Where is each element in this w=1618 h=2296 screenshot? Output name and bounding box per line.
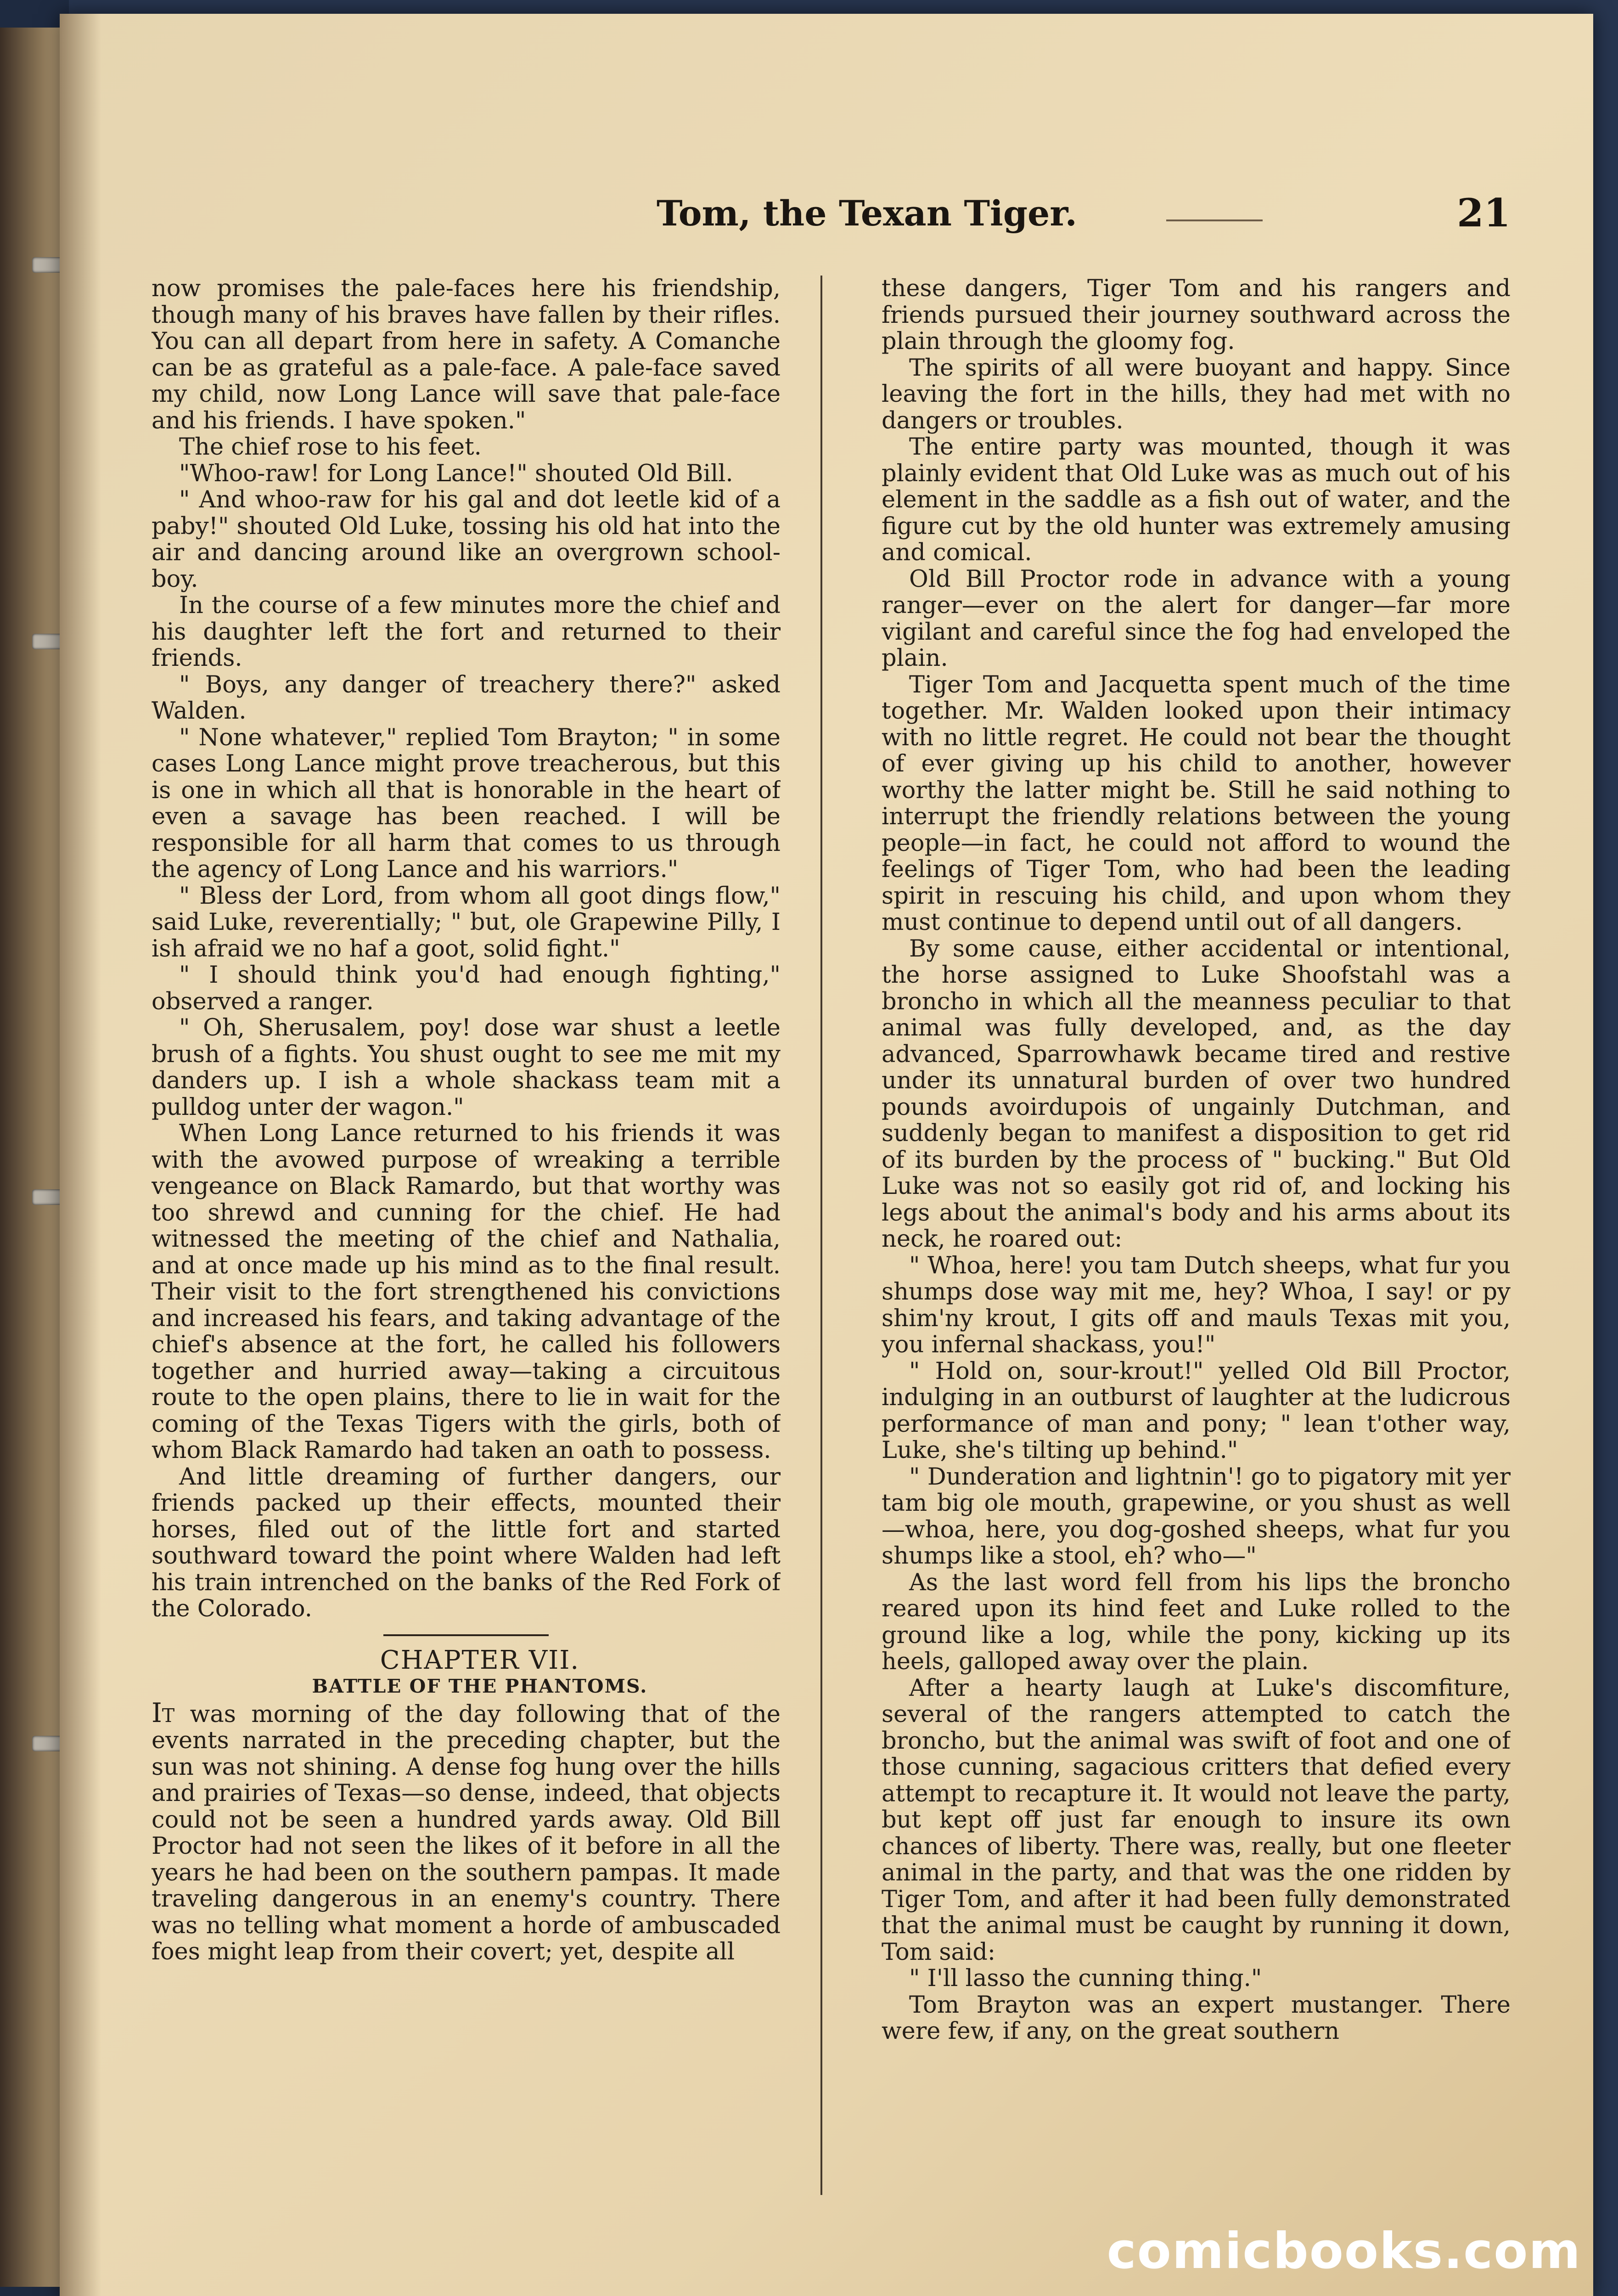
paragraph: " I should think you'd had enough fighting," observed a ranger. xyxy=(152,962,781,1015)
column-divider xyxy=(820,276,822,2195)
paragraph: The entire party was mounted, though it was plainly evident that Old Luke was as much out of his element in the saddle as a fish out of water, and the figure cut by the old hunter was extremely amusing and comical. xyxy=(882,433,1511,566)
chapter-heading: CHAPTER VII. xyxy=(380,1645,580,1675)
paragraph: Old Bill Proctor rode in advance with a young ranger—ever on the alert for danger—far more vigilant and careful since the fog had enveloped the plain. xyxy=(882,565,1511,672)
paragraph: Tom Brayton was an expert mustanger. There were few, if any, on the great southern xyxy=(882,1991,1511,2045)
paragraph: The chief rose to his feet. xyxy=(179,433,482,461)
watermark: comicbooks.com xyxy=(1107,2223,1581,2280)
text-column-left xyxy=(152,276,781,2204)
paragraph: Tiger Tom and Jacquetta spent much of the time together. Mr. Walden looked upon their intimacy with no little regret. He could not bear the thought of ever giving up his child to another, however worthy the latter might be. Still he said nothing to interrupt the friendly relations between the young people—in fact, he could not afford to wound the feelings of Tiger Tom, who had been the leading spirit in rescuing his child, and upon whom they must continue to depend until out of all dangers. xyxy=(882,671,1511,936)
paragraph: " Whoa, here! you tam Dutch sheeps, what fur you shumps dose way mit me, hey? Whoa, I say! or py shim'ny krout, I gits off and mauls Texas mit you, you infernal shackass, you!" xyxy=(882,1252,1511,1358)
page-number: 21 xyxy=(1457,190,1511,236)
paragraph: "Whoo-raw! for Long Lance!" shouted Old Bill. xyxy=(179,460,733,487)
paragraph: " None whatever," replied Tom Brayton; " in some cases Long Lance might prove treacherous, but this is one in which all that is honorable in the heart of even a savage has been reached. I will be responsible for all harm that comes to us through the agency of Long Lance and his warriors." xyxy=(152,724,781,883)
paragraph: When Long Lance returned to his friends it was with the avowed purpose of wreaking a terrible vengeance on Black Ramardo, but that worthy was too shrewd and cunning for the chief. He had witnessed the meeting of the chief and Nathalia, and at once made up his mind as to the final result. Their visit to the fort strengthened his convictions and increased his fears, and taking advantage of the chief's absence at the fort, he called his followers together and hurried away—taking a circuitous route to the open plains, there to lie in wait for the coming of the Texas Tigers with the girls, both of whom Black Ramardo had taken an oath to possess. xyxy=(152,1120,781,1464)
page-fold-shadow xyxy=(60,14,101,2296)
chapter-opening-text: was morning of the day following that of the events narrated in the preceding chapter, but the sun was not shining. A dense fog hung over the hills and prairies of Texas—so dense, indeed, that objects could not be seen a hundred yards away. Old Bill Proctor had not seen the likes of it before in all the years he had been on the southern pampas. It made traveling dangerous in an enemy's country. There was no telling what moment a horde of ambuscaded foes might leap from their covert; yet, despite all xyxy=(152,1700,781,1965)
chapter-dropcap: It xyxy=(152,1697,175,1728)
paragraph: " Oh, Sherusalem, poy! dose war shust a leetle brush of a fights. You shust ought to see me mit my danders up. I ish a whole shackass team mit a pulldog unter der wagon." xyxy=(152,1014,781,1121)
header-rule xyxy=(1166,219,1263,221)
paragraph: As the last word fell from his lips the broncho reared upon its hind feet and Luke rolled to the ground like a log, while the pony, kicking up its heels, galloped away over the plain. xyxy=(882,1569,1511,1675)
text-column-right xyxy=(882,276,1511,2204)
paragraph: By some cause, either accidental or intentional, the horse assigned to Luke Shoofstahl was a broncho in which all the meanness peculiar to that animal was fully developed, and, as the day advanced, Sparrowhawk became tired and restive under its unnatural burden of over two hundred pounds avoirdupois of ungainly Dutchman, and suddenly began to manifest a disposition to get rid of its burden by the process of " bucking." But Old Luke was not so easily got rid of, and locking his legs about the animal's body and his arms about its neck, he roared out: xyxy=(882,935,1511,1253)
paragraph: " Boys, any danger of treachery there?" asked Walden. xyxy=(152,671,781,725)
paragraph: And little dreaming of further dangers, our friends packed up their effects, mounted their horses, filed out of the little fort and started southward toward the point where Walden had left his train intrenched on the banks of the Red Fork of the Colorado. xyxy=(152,1463,781,1622)
paragraph: now promises the pale-faces here his friendship, though many of his braves have fallen by their rifles. You can all depart from here in safety. A Comanche can be as grateful as a pale-face. A pale-face saved my child, now Long Lance will save that pale-face and his friends. I have spoken." xyxy=(152,276,781,434)
paragraph: " And whoo-raw for his gal and dot leetle kid of a paby!" shouted Old Luke, tossing his old hat into the air and dancing around like an overgrown school-boy. xyxy=(152,486,781,593)
chapter-opening-paragraph xyxy=(152,1697,781,1965)
binding-spine xyxy=(0,28,67,2287)
paragraph: After a hearty laugh at Luke's discomfiture, several of the rangers attempted to catch the broncho, but the animal was swift of foot and one of those cunning, sagacious critters that defied every attempt to recapture it. It would not leave the party, but kept off just far enough to insure its own chances of liberty. There was, really, but one fleeter animal in the party, and that was the one ridden by Tiger Tom, and after it had been fully demonstrated that the animal must be caught by running it down, Tom said: xyxy=(882,1674,1511,1966)
paragraph: " Dunderation and lightnin'! go to pigatory mit yer tam big ole mouth, grapewine, or you shust as well—whoa, here, you dog-goshed sheeps, what fur you shumps like a stool, eh? who—" xyxy=(882,1463,1511,1570)
chapter-subtitle: BATTLE OF THE PHANTOMS. xyxy=(312,1675,648,1697)
page-header xyxy=(152,184,1511,243)
running-title: Tom, the Texan Tiger. xyxy=(657,193,1077,234)
paragraph: these dangers, Tiger Tom and his rangers and friends pursued their journey southward across the plain through the gloomy fog. xyxy=(882,276,1511,355)
paragraph: " Bless der Lord, from whom all goot dings flow," said Luke, reverentially; " but, ole Grapewine Pilly, I ish afraid we no haf a goot, solid fight." xyxy=(152,882,781,962)
chapter-rule xyxy=(383,1634,549,1636)
paragraph: " I'll lasso the cunning thing." xyxy=(909,1965,1262,1992)
paragraph: In the course of a few minutes more the chief and his daughter left the fort and returned to their friends. xyxy=(152,592,781,672)
paragraph: " Hold on, sour-krout!" yelled Old Bill Proctor, indulging in an outburst of laughter at the ludicrous performance of man and pony; " lean t'other way, Luke, she's tilting up behind." xyxy=(882,1357,1511,1464)
paragraph: The spirits of all were buoyant and happy. Since leaving the fort in the hills, they had met with no dangers or troubles. xyxy=(882,354,1511,434)
